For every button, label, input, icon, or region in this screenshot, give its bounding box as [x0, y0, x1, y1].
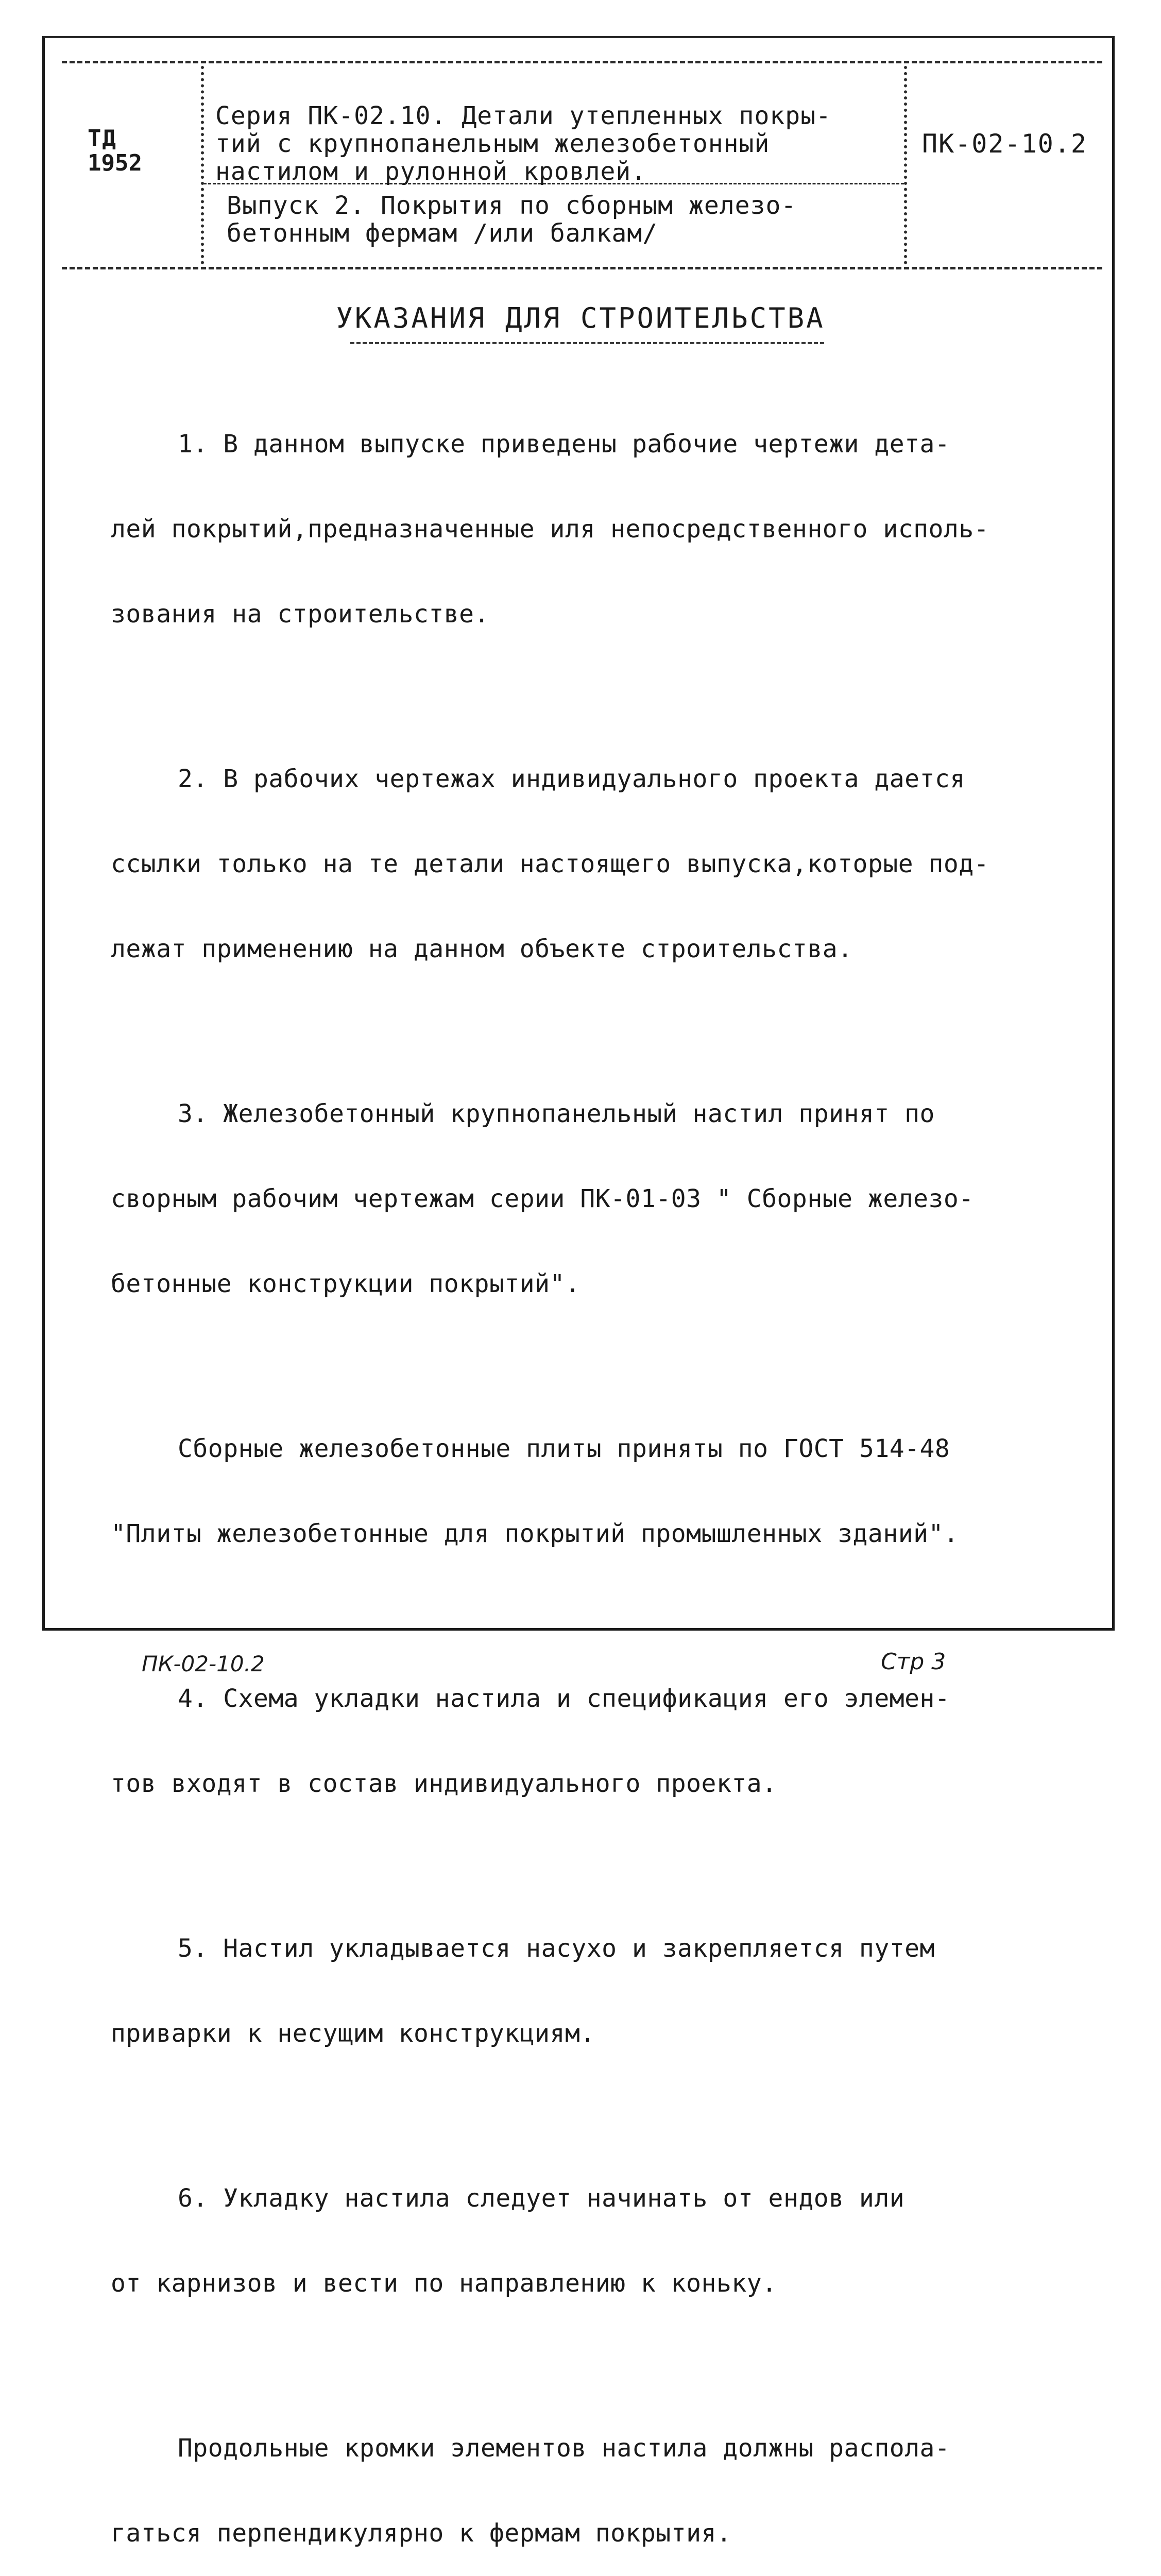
paragraph-line: сворным рабочим чертежам серии ПК-01-03 " Сборные железо-	[111, 1184, 974, 1213]
stamp-line-2: 1952	[88, 150, 142, 176]
paragraph-line: приварки к несущим конструкциям.	[111, 2019, 595, 2048]
footer-page-number: Стр 3	[881, 1649, 946, 1675]
issue-line: бетонным фермам /или балкам/	[227, 219, 658, 248]
paragraph-line: тов входят в состав индивидуального проекта.	[111, 1769, 777, 1798]
header-right-divider	[904, 66, 907, 264]
issue-line: Выпуск 2. Покрытия по сборным железо-	[227, 191, 797, 220]
paragraph-line: гаться перпендикулярно к фермам покрытия.	[111, 2519, 732, 2548]
paragraph-line: лей покрытий,предназначенные иля непосредственного исполь-	[111, 515, 989, 544]
stamp	[88, 126, 170, 176]
stamp-line-1: ТД	[88, 125, 117, 151]
paragraph-line: лежат применению на данном объекте строительства.	[111, 935, 853, 963]
paragraph-line: 1. В данном выпуске приведены рабочие чертежи дета-	[178, 430, 950, 459]
series-line: настилом и рулонной кровлей.	[215, 157, 647, 186]
paragraph-line: Сборные железобетонные плиты приняты по ГОСТ 514-48	[178, 1434, 950, 1463]
instructions-body	[111, 374, 1100, 2576]
document-code: ПК-02-10.2	[922, 129, 1088, 159]
paragraph-line: от карнизов и вести по направлению к коньку.	[111, 2269, 777, 2298]
paragraph-line: "Плиты железобетонные для покрытий промышленных зданий".	[111, 1519, 959, 1548]
paragraph-line: 3. Железобетонный крупнопанельный настил принят по	[178, 1099, 935, 1128]
title-underline	[350, 342, 824, 344]
header-bottom-rule	[62, 267, 1102, 269]
paragraph	[111, 1878, 1100, 2105]
paragraph-line: 4. Схема укладки настила и спецификация его элемен-	[178, 1684, 950, 1713]
paragraph	[111, 2378, 1100, 2576]
series-title	[215, 102, 831, 185]
paragraph-line: Продольные кромки элементов настила должны распола-	[178, 2434, 950, 2463]
paragraph	[111, 374, 1100, 685]
footer-document-code: ПК-02-10.2	[142, 1651, 265, 1676]
paragraph-line: ссылки только на те детали настоящего выпуска,которые под-	[111, 850, 989, 878]
paragraph	[111, 1043, 1100, 1355]
header-top-rule	[62, 61, 1102, 63]
series-line: Серия ПК-02.10. Детали утепленных покры-	[215, 101, 831, 130]
paragraph-line: зования на строительстве.	[111, 600, 489, 629]
paragraph-line: 6. Укладку настила следует начинать от ендов или	[178, 2184, 905, 2213]
document-title: УКАЗАНИЯ ДЛЯ СТРОИТЕЛЬСТВА	[336, 302, 825, 334]
series-line: тий с крупнопанельным железобетонный	[215, 129, 770, 158]
header-left-divider	[201, 66, 204, 264]
paragraph	[111, 1378, 1100, 1605]
issue-title	[227, 192, 796, 247]
paragraph	[111, 708, 1100, 1020]
paragraph-line: 5. Настил укладывается насухо и закрепляется путем	[178, 1934, 935, 1963]
paragraph-line: бетонные конструкции покрытий".	[111, 1269, 580, 1298]
paragraph-line: 2. В рабочих чертежах индивидуального проекта дается	[178, 765, 965, 793]
paragraph	[111, 2128, 1100, 2354]
